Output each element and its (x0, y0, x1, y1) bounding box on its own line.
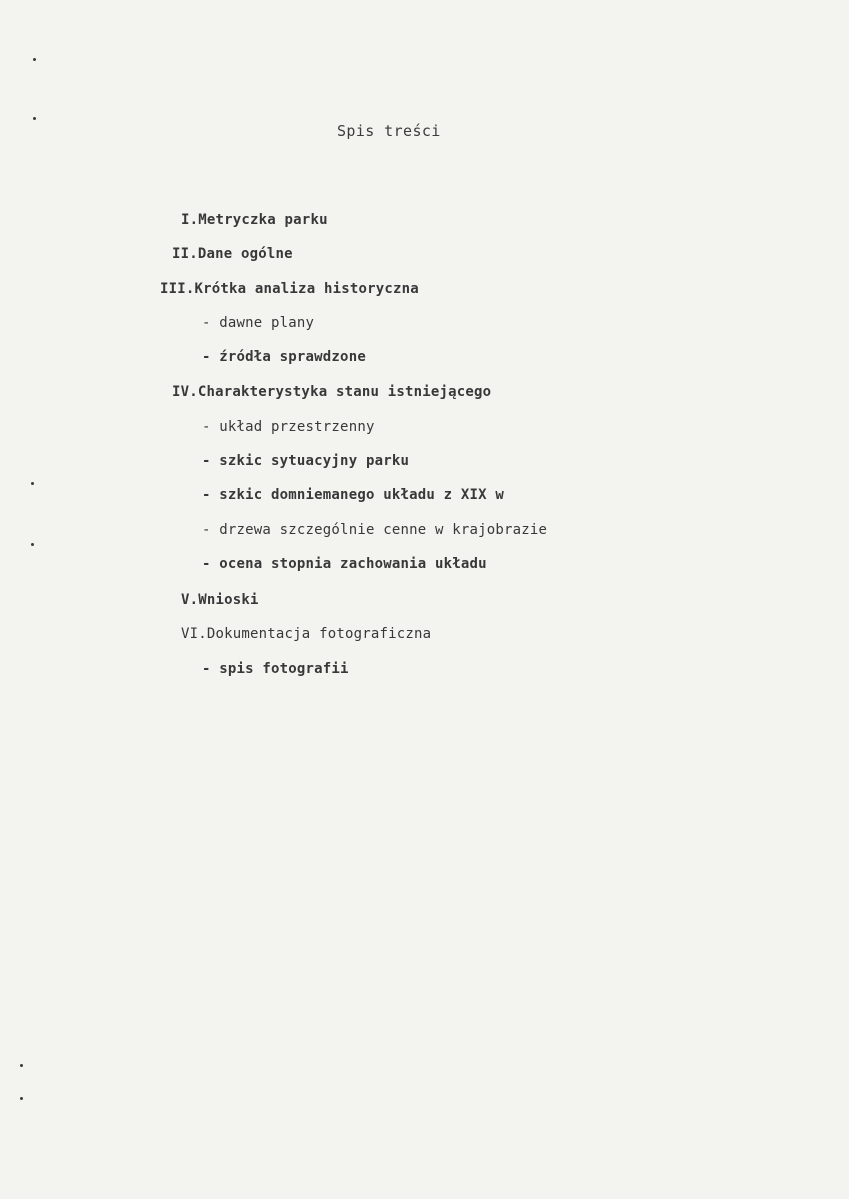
margin-speck (20, 1064, 23, 1067)
toc-text: - układ przestrzenny (202, 419, 375, 435)
toc-text: - źródła sprawdzone (202, 349, 366, 365)
toc-subitem (202, 453, 409, 469)
toc-number: III. (160, 281, 195, 297)
toc-subitem (202, 661, 349, 677)
toc-subitem (202, 487, 504, 503)
toc-text: Wnioski (198, 592, 259, 608)
toc-text: - szkic sytuacyjny parku (202, 453, 410, 469)
margin-speck (31, 543, 34, 546)
toc-item-6 (181, 626, 431, 642)
toc-subitem (202, 522, 547, 538)
toc-text: Krótka analiza historyczna (194, 281, 419, 297)
toc-item-1 (181, 212, 328, 228)
toc-item-3 (160, 281, 419, 297)
margin-speck (31, 482, 34, 485)
toc-subitem (202, 556, 487, 572)
toc-subitem (202, 419, 375, 435)
toc-text: Dokumentacja fotograficzna (206, 626, 432, 642)
toc-number: V. (181, 592, 199, 608)
page-title: Spis treści (337, 122, 441, 140)
toc-subitem (202, 349, 366, 365)
toc-subitem (202, 315, 314, 331)
margin-speck (20, 1097, 23, 1100)
toc-number: IV. (172, 384, 198, 400)
toc-text: - dawne plany (202, 315, 315, 331)
toc-text: Dane ogólne (197, 246, 293, 262)
toc-item-5 (181, 592, 259, 608)
margin-speck (33, 117, 36, 120)
toc-item-2 (172, 246, 293, 262)
toc-text: - ocena stopnia zachowania układu (202, 556, 487, 572)
toc-text: - szkic domniemanego układu z XIX w (202, 487, 505, 503)
toc-text: Charakterystyka stanu istniejącego (197, 384, 492, 400)
toc-text: - drzewa szczególnie cenne w krajobrazie (202, 522, 548, 538)
toc-number: I. (181, 212, 199, 228)
toc-number: II. (172, 246, 198, 262)
toc-text: - spis fotografii (202, 661, 349, 677)
margin-speck (33, 58, 36, 61)
toc-number: VI. (181, 626, 207, 642)
toc-text: Metryczka parku (198, 212, 328, 228)
toc-item-4 (172, 384, 491, 400)
